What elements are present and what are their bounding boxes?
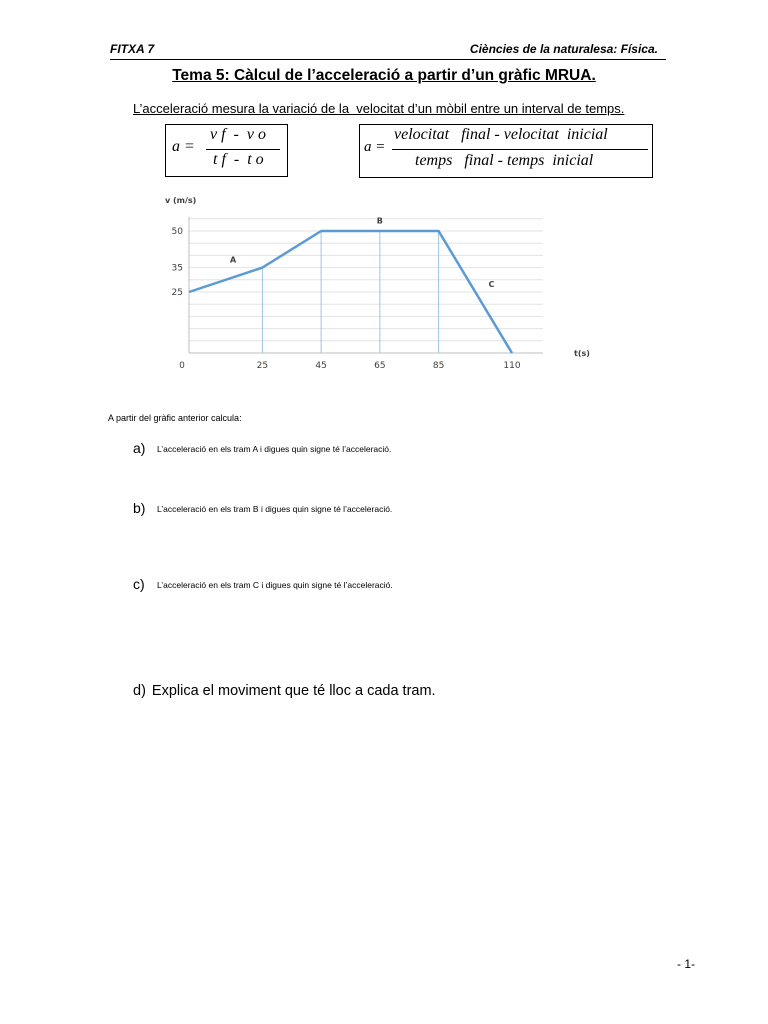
question-d-text: Explica el moviment que té lloc a cada tram. xyxy=(151,683,436,699)
formula-words xyxy=(359,124,653,178)
y-tick-label: 50 xyxy=(171,227,183,237)
y-tick-label: 35 xyxy=(171,263,183,274)
question-b-text: L’acceleració en els tram B i digues quin signe té l’acceleració. xyxy=(157,504,393,514)
question-d xyxy=(133,683,436,699)
x-tick-label: 65 xyxy=(374,361,386,371)
question-a-letter: a) xyxy=(133,440,146,456)
x-tick-label: 25 xyxy=(256,361,269,371)
header-subject: Ciències de la naturalesa: Física. xyxy=(469,42,658,56)
formula-lhs: a = xyxy=(172,138,195,155)
formula-words-numerator: velocitat final - velocitat inicial xyxy=(394,126,608,143)
page-header xyxy=(110,42,666,60)
header-fitxa: FITXA 7 xyxy=(110,42,155,56)
fraction-line xyxy=(206,149,280,150)
y-tick-label: 25 xyxy=(171,288,183,298)
segment-label: A xyxy=(229,255,237,265)
x-tick-label: 45 xyxy=(315,361,327,371)
question-d-letter: d) xyxy=(133,683,146,699)
question-b-letter: b) xyxy=(133,500,146,516)
page-number: - 1- xyxy=(677,957,695,971)
question-b xyxy=(133,500,393,518)
page-title: Tema 5: Càlcul de l’acceleració a partir d’un gràfic MRUA. xyxy=(172,67,596,84)
x-axis-label: t(s) xyxy=(574,349,590,358)
question-c-text: L’acceleració en els tram C i digues quin signe té l’acceleració. xyxy=(157,580,393,590)
formula-denominator: t f - t o xyxy=(213,151,264,168)
formula-words-lhs: a = xyxy=(364,139,386,155)
fraction-line-2 xyxy=(392,149,648,150)
velocity-time-chart xyxy=(160,188,610,378)
segment-label: C xyxy=(488,280,495,290)
question-c-letter: c) xyxy=(133,576,145,592)
x-tick-label: 0 xyxy=(179,361,185,371)
question-a-text: L’acceleració en els tram A i digues quin signe té l’acceleració. xyxy=(157,444,392,454)
question-c xyxy=(133,576,393,594)
formula-numerator: v f - v o xyxy=(210,126,266,143)
questions-intro: A partir del gràfic anterior calcula: xyxy=(108,413,242,423)
segment-label: B xyxy=(376,216,383,226)
formula-words-denominator: temps final - temps inicial xyxy=(415,152,594,169)
y-axis-label: v (m/s) xyxy=(165,196,197,205)
x-tick-label: 110 xyxy=(503,361,521,371)
x-tick-label: 85 xyxy=(432,361,445,371)
formula-symbolic xyxy=(165,124,288,177)
question-a xyxy=(133,440,392,458)
definition-text: L’acceleració mesura la variació de la velocitat d’un mòbil entre un interval de temps. xyxy=(133,101,625,116)
